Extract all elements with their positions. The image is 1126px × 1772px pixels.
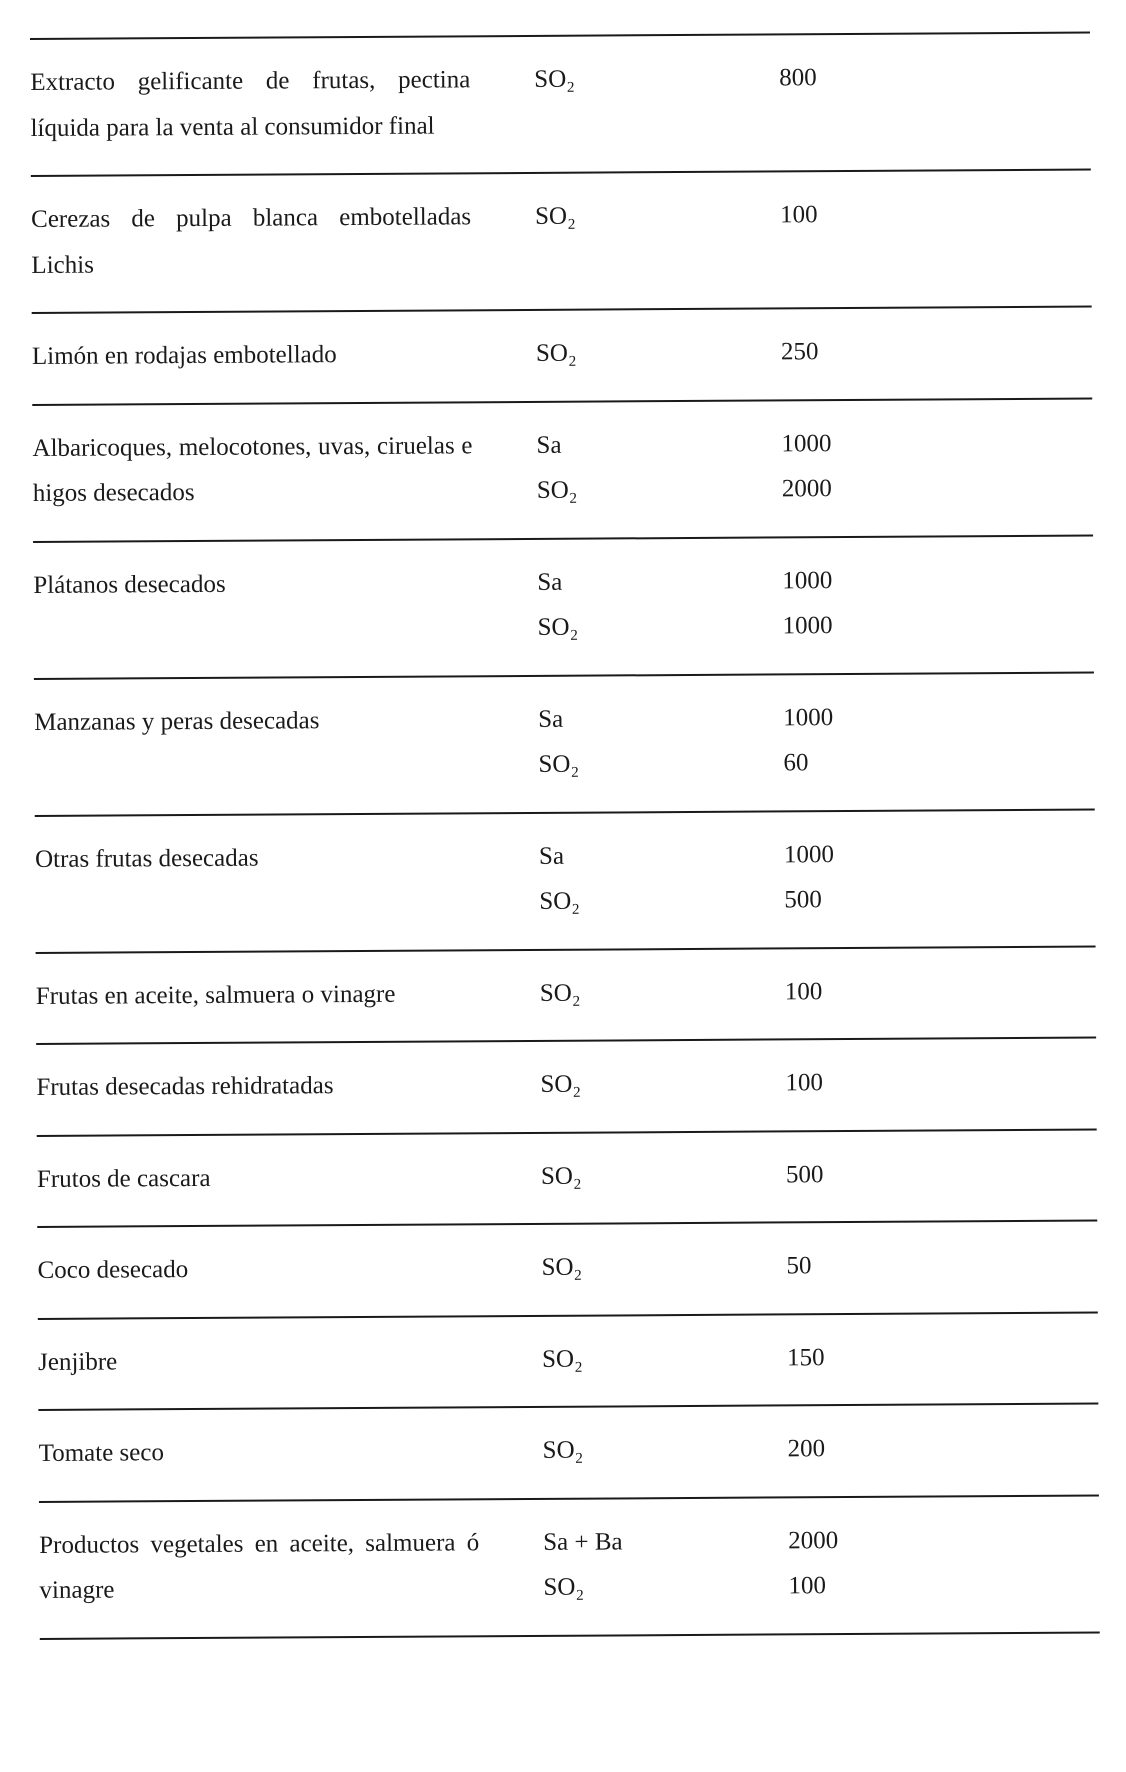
additive-column — [471, 192, 780, 239]
additive-column — [478, 1335, 787, 1382]
product-description: Productos vegetales en aceite, salmuera ó vinagre — [39, 1528, 480, 1604]
limit-column — [781, 420, 902, 512]
additive-column — [472, 329, 781, 376]
product-description: Cerezas de pulpa blanca embotelladas Lichis — [31, 203, 472, 279]
limit-column — [784, 831, 905, 923]
max-limit-value: 150 — [786, 1343, 825, 1371]
additive-code: SO₂ — [543, 1573, 585, 1601]
additive-code: SO₂ — [539, 887, 581, 915]
additive-column — [477, 1152, 786, 1199]
max-limit-value: 500 — [784, 886, 822, 914]
table-body — [30, 34, 1100, 1640]
product-description: Extracto gelificante de frutas, pectina líquida para la venta al consumidor final — [30, 66, 471, 142]
table-row — [34, 673, 1095, 814]
product-description: Otras frutas desecadas — [34, 844, 259, 873]
limit-column — [780, 192, 900, 238]
product-description: Frutos de cascara — [36, 1164, 211, 1193]
table-row — [30, 34, 1091, 175]
additive-column — [476, 969, 785, 1016]
max-limit-value: 100 — [785, 1069, 823, 1097]
limit-column — [781, 329, 901, 375]
additive-code: SO₂ — [540, 1070, 582, 1098]
product-description: Frutas desecadas rehidratadas — [36, 1072, 334, 1101]
limit-column — [785, 1060, 905, 1106]
max-limit-value: 2000 — [781, 475, 832, 503]
table-row — [36, 1039, 1097, 1135]
additive-column — [479, 1426, 788, 1473]
max-limit-value: 1000 — [783, 703, 834, 731]
limit-column — [783, 694, 904, 786]
product-description: Coco desecado — [37, 1256, 189, 1284]
max-limit-value: 100 — [784, 977, 823, 1005]
additive-code: SO₂ — [535, 202, 576, 230]
product-description: Manzanas y peras desecadas — [34, 706, 320, 736]
additive-code: SO₂ — [539, 979, 581, 1007]
max-limit-value: 250 — [780, 338, 819, 366]
max-limit-value: 60 — [783, 749, 809, 777]
additive-column — [479, 1518, 789, 1611]
additive-column — [474, 695, 784, 788]
additive-column — [472, 421, 782, 514]
additive-column — [477, 1243, 786, 1290]
additive-code: SO₂ — [540, 1162, 582, 1190]
additive-code: Sa + Ba — [543, 1527, 623, 1556]
table-row — [31, 171, 1092, 312]
limit-column — [779, 55, 899, 101]
product-description: Limón en rodajas embotellado — [31, 341, 337, 370]
table-row — [38, 1404, 1099, 1500]
additive-code: SO₂ — [538, 750, 580, 778]
limit-column — [782, 557, 903, 649]
table-row — [39, 1496, 1100, 1637]
max-limit-value: 100 — [788, 1572, 827, 1600]
table-row — [33, 536, 1094, 677]
additive-code: SO₂ — [541, 1345, 583, 1373]
max-limit-value: 1000 — [783, 840, 835, 868]
additive-column — [475, 832, 785, 925]
table-row — [37, 1130, 1098, 1226]
additive-code: Sa — [538, 842, 565, 870]
product-description: Jenjibre — [38, 1347, 118, 1376]
limit-column — [787, 1426, 907, 1472]
limit-column — [786, 1151, 906, 1197]
table-row — [36, 947, 1097, 1043]
additive-code: SO₂ — [541, 1253, 583, 1281]
additive-code: SO₂ — [536, 476, 578, 504]
additive-code: Sa — [537, 568, 563, 596]
max-limit-value: 1000 — [782, 566, 833, 594]
max-limit-value: 1000 — [781, 429, 832, 457]
table-row — [37, 1222, 1098, 1318]
additive-column — [476, 1060, 785, 1107]
max-limit-value: 500 — [785, 1160, 824, 1188]
additives-table — [30, 32, 1100, 1640]
additive-code: SO₂ — [542, 1436, 584, 1464]
max-limit-value: 1000 — [782, 612, 833, 640]
table-row — [38, 1313, 1099, 1409]
max-limit-value: 800 — [779, 64, 817, 92]
product-description: Tomate seco — [38, 1439, 165, 1467]
product-description: Albaricoques, melocotones, uvas, ciruelas e higos desecados — [32, 431, 473, 507]
max-limit-value: 2000 — [788, 1526, 839, 1554]
limit-column — [785, 968, 905, 1014]
table-row — [35, 810, 1096, 951]
additive-code: Sa — [536, 431, 562, 459]
limit-column — [787, 1334, 907, 1380]
product-description: Frutas en aceite, salmuera o vinagre — [35, 980, 396, 1010]
limit-column — [788, 1517, 909, 1609]
additive-column — [473, 558, 783, 651]
max-limit-value: 50 — [786, 1252, 812, 1280]
max-limit-value: 100 — [780, 201, 818, 229]
table-row — [32, 308, 1093, 404]
additive-code: SO₂ — [537, 613, 579, 641]
additive-column — [470, 55, 779, 102]
max-limit-value: 200 — [787, 1435, 826, 1463]
table-row — [32, 399, 1093, 540]
additive-code: SO₂ — [534, 65, 576, 93]
additive-code: SO₂ — [535, 339, 577, 367]
limit-column — [786, 1243, 906, 1289]
product-description: Plátanos desecados — [33, 570, 226, 599]
additive-code: Sa — [538, 705, 564, 733]
